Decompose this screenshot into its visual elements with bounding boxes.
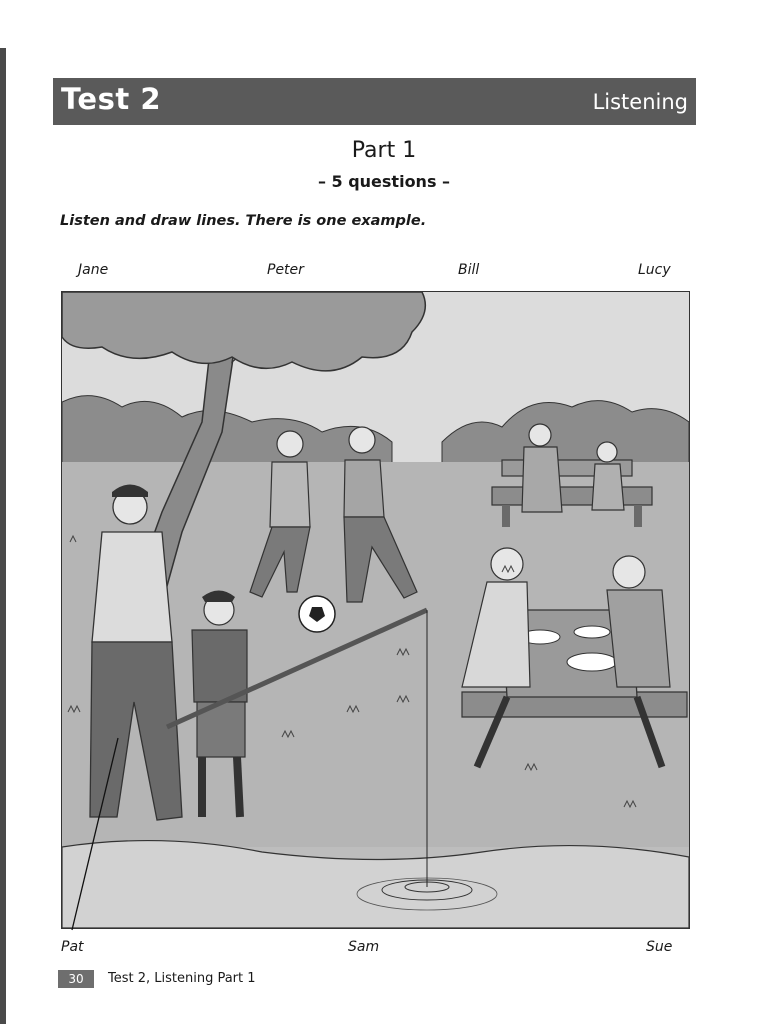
page-number-badge: 30: [58, 970, 94, 988]
section-label: Listening: [592, 90, 688, 114]
footer-caption: Test 2, Listening Part 1: [108, 971, 256, 986]
name-lucy[interactable]: Lucy: [638, 262, 671, 278]
test-title: Test 2: [61, 82, 161, 116]
part-subtitle: – 5 questions –: [317, 172, 451, 191]
instruction-text: Listen and draw lines. There is one example.: [60, 213, 427, 229]
name-sue[interactable]: Sue: [646, 939, 673, 955]
part-title: Part 1: [351, 138, 417, 163]
name-jane[interactable]: Jane: [78, 262, 109, 278]
example-line-pat-to-father: [72, 738, 118, 930]
name-pat[interactable]: Pat: [61, 939, 84, 955]
name-sam[interactable]: Sam: [348, 939, 380, 955]
name-bill[interactable]: Bill: [458, 262, 480, 278]
name-peter[interactable]: Peter: [267, 262, 304, 278]
